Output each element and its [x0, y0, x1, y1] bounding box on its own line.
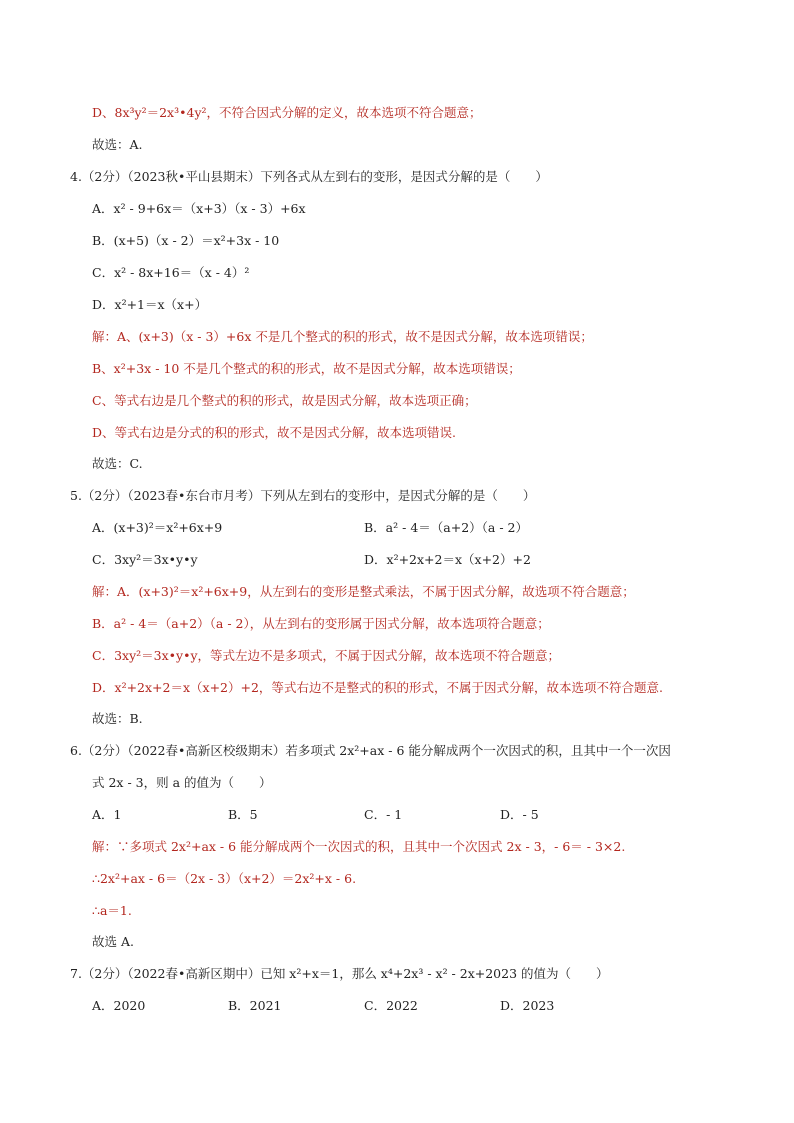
q5-option-c: C．3xy²＝3x•y•y — [92, 552, 198, 567]
q6-solution-1: 解：∵多项式 2x²+ax - 6 能分解成两个一次因式的积，且其中一个次因式 2x - 3，- 6＝ - 3×2. — [92, 839, 626, 854]
q5-answer: 故选：B. — [92, 711, 143, 726]
q6-option-c: C．- 1 — [364, 807, 403, 822]
q7-option-b: B．2021 — [228, 998, 282, 1013]
q6-solution-2: ∴2x²+ax - 6＝（2x - 3）（x+2）＝2x²+x - 6. — [92, 871, 357, 886]
q4-option-b: B．(x+5)（x - 2）＝x²+3x - 10 — [92, 233, 280, 248]
q7-option-d: D．2023 — [500, 998, 555, 1013]
q6-option-b: B．5 — [228, 807, 258, 822]
q5-option-d: D．x²+2x+2＝x（x+2）+2 — [364, 552, 531, 567]
q4-solution-d: D、等式右边是分式的积的形式，故不是因式分解，故本选项错误. — [92, 425, 456, 440]
q6-option-a: A．1 — [92, 807, 122, 822]
q5-solution-b: B．a² - 4＝（a+2）（a - 2），从左到右的变形属于因式分解，故本选项符合题意； — [92, 616, 550, 631]
prev-solution-d: D、8x³y²＝2x³•4y²，不符合因式分解的定义，故本选项不符合题意； — [92, 105, 482, 120]
q4-option-a: A．x² - 9+6x＝（x+3）（x - 3）+6x — [92, 201, 306, 216]
q6-stem-continued: 式 2x - 3，则 a 的值为（ ） — [92, 775, 272, 790]
q5-stem: 5.（2分）（2023春•东台市月考）下列从左到右的变形中，是因式分解的是（ ） — [70, 488, 536, 503]
q5-solution-c: C．3xy²＝3x•y•y，等式左边不是多项式，不属于因式分解，故本选项不符合题意； — [92, 648, 561, 663]
q7-option-c: C．2022 — [364, 998, 418, 1013]
q7-option-a: A．2020 — [92, 998, 146, 1013]
q6-stem: 6.（2分）（2022春•高新区校级期末）若多项式 2x²+ax - 6 能分解成两个一次因式的积，且其中一个一次因 — [70, 743, 671, 758]
q4-solution-c: C、等式右边是几个整式的积的形式，故是因式分解，故本选项正确； — [92, 393, 477, 408]
q4-solution-b: B、x²+3x - 10 不是几个整式的积的形式，故不是因式分解，故本选项错误； — [92, 361, 521, 376]
q5-option-a: A．(x+3)²＝x²+6x+9 — [92, 520, 223, 535]
q5-solution-d: D．x²+2x+2＝x（x+2）+2，等式右边不是整式的积的形式，不属于因式分解，故本选项不符合题意. — [92, 680, 663, 695]
q6-solution-3: ∴a＝1. — [92, 903, 132, 918]
q4-option-d: D．x²+1＝x（x+） — [92, 297, 208, 312]
q7-stem: 7.（2分）（2022春•高新区期中）已知 x²+x＝1，那么 x⁴+2x³ - x² - 2x+2023 的值为（ ） — [70, 966, 609, 981]
q5-option-b: B．a² - 4＝（a+2）（a - 2） — [364, 520, 528, 535]
q4-option-c: C．x² - 8x+16＝（x - 4）² — [92, 265, 250, 280]
q4-solution-a: 解：A、(x+3)（x - 3）+6x 不是几个整式的积的形式，故不是因式分解，故本选项错误； — [92, 329, 593, 344]
q6-option-d: D．- 5 — [500, 807, 539, 822]
q4-answer: 故选：C. — [92, 456, 143, 471]
prev-answer: 故选：A. — [92, 137, 143, 152]
q6-answer: 故选 A. — [92, 934, 134, 949]
q4-stem: 4.（2分）（2023秋•平山县期末）下列各式从左到右的变形，是因式分解的是（ ） — [70, 169, 548, 184]
q5-solution-a: 解：A．(x+3)²＝x²+6x+9，从左到右的变形是整式乘法，不属于因式分解，故选项不符合题意； — [92, 584, 635, 599]
